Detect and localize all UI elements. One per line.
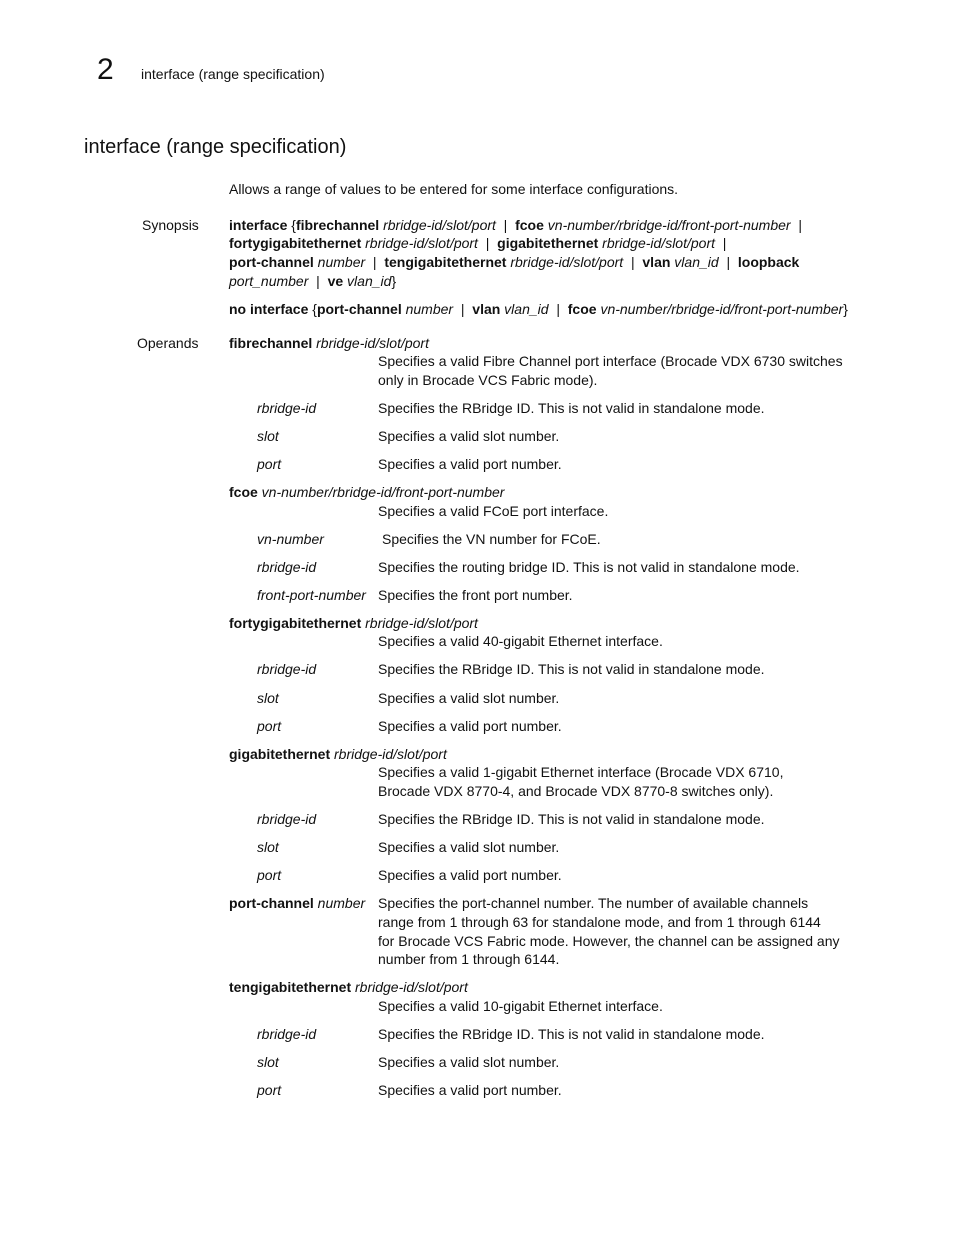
keyword-text: port-channel	[229, 895, 314, 911]
operand-description: Specifies a valid Fibre Channel port interface (Brocade VDX 6730 switches	[378, 353, 843, 369]
sub-operand-description: Specifies a valid port number.	[378, 456, 562, 472]
operand-description: number from 1 through 6144.	[378, 951, 560, 967]
synopsis-line	[229, 253, 799, 271]
page-title: interface (range specification)	[84, 136, 347, 158]
syntax-text: |	[790, 217, 802, 233]
variable-text: vn-number/rbridge-id/front-port-number	[543, 217, 791, 233]
sub-operand-term: port	[257, 456, 282, 472]
synopsis-line	[229, 216, 802, 234]
syntax-text: |	[453, 301, 473, 317]
variable-text: number	[313, 895, 366, 911]
keyword-text: fibrechannel	[229, 335, 313, 351]
syntax-text: |	[718, 254, 738, 270]
keyword-text: loopback	[737, 254, 800, 270]
keyword-text: fcoe	[229, 484, 258, 500]
sub-operand-term: rbridge-id	[257, 661, 317, 677]
sub-operand-description: Specifies a valid port number.	[378, 718, 562, 734]
sub-operand-term: rbridge-id	[257, 559, 317, 575]
intro-text: Allows a range of values to be entered for some interface configurations.	[229, 181, 679, 197]
keyword-text: fcoe	[567, 301, 597, 317]
operand-description: Specifies the port-channel number. The number of available channels	[378, 895, 809, 911]
variable-text: number	[401, 301, 454, 317]
keyword-text: port-channel	[316, 301, 402, 317]
sub-operand-description: Specifies the RBridge ID. This is not valid in standalone mode.	[378, 811, 765, 827]
operand-description: Brocade VDX 8770-4, and Brocade VDX 8770-8 switches only).	[378, 783, 774, 799]
keyword-text: vlan	[642, 254, 671, 270]
syntax-text: {	[308, 301, 317, 317]
keyword-text: ve	[327, 273, 344, 289]
keyword-text: gigabitethernet	[229, 746, 331, 762]
sub-operand-description: Specifies a valid port number.	[378, 1082, 562, 1098]
syntax-text: |	[477, 235, 498, 251]
operand-description: Specifies a valid FCoE port interface.	[378, 503, 609, 519]
chapter-number: 2	[97, 53, 114, 86]
syntax-text: |	[308, 273, 328, 289]
operand-heading	[229, 745, 447, 763]
keyword-text: vlan	[472, 301, 501, 317]
variable-text: rbridge-id/slot/port	[361, 615, 478, 631]
keyword-text: interface	[229, 217, 288, 233]
sub-operand-term: slot	[257, 690, 279, 706]
sub-operand-term: vn-number	[257, 531, 324, 547]
operand-heading	[229, 334, 429, 352]
variable-text: number	[313, 254, 366, 270]
syntax-text: }	[391, 273, 397, 289]
sub-operand-term: slot	[257, 1054, 279, 1070]
sub-operand-term: front-port-number	[257, 587, 366, 603]
sub-operand-term: slot	[257, 428, 279, 444]
operand-description: range from 1 through 63 for standalone mode, and from 1 through 6144	[378, 914, 821, 930]
syntax-text: |	[715, 235, 727, 251]
sub-operand-description: Specifies the VN number for FCoE.	[382, 531, 601, 547]
sub-operand-term: port	[257, 867, 282, 883]
running-header: interface (range specification)	[141, 66, 325, 82]
operand-description: Specifies a valid 40-gigabit Ethernet interface.	[378, 633, 663, 649]
syntax-text: }	[843, 301, 848, 317]
sub-operand-term: rbridge-id	[257, 1026, 317, 1042]
operand-heading	[229, 894, 365, 912]
keyword-text: tengigabitethernet	[384, 254, 507, 270]
syntax-text: |	[548, 301, 568, 317]
operand-description: Specifies a valid 10-gigabit Ethernet interface.	[378, 998, 663, 1014]
syntax-text: |	[365, 254, 385, 270]
synopsis-no-form	[229, 300, 848, 318]
variable-text: vlan_id	[343, 273, 392, 289]
synopsis-label: Synopsis	[142, 217, 199, 233]
sub-operand-description: Specifies the RBridge ID. This is not valid in standalone mode.	[378, 661, 765, 677]
synopsis-line	[229, 234, 726, 252]
sub-operand-description: Specifies the RBridge ID. This is not valid in standalone mode.	[378, 1026, 765, 1042]
sub-operand-term: slot	[257, 839, 279, 855]
variable-text: vlan_id	[670, 254, 719, 270]
variable-text: port_number	[229, 273, 309, 289]
sub-operand-description: Specifies a valid slot number.	[378, 1054, 560, 1070]
variable-text: rbridge-id/slot/port	[312, 335, 429, 351]
sub-operand-description: Specifies a valid slot number.	[378, 690, 560, 706]
keyword-text: gigabitethernet	[497, 235, 599, 251]
variable-text: rbridge-id/slot/port	[379, 217, 496, 233]
sub-operand-term: rbridge-id	[257, 811, 317, 827]
sub-operand-description: Specifies the routing bridge ID. This is not valid in standalone mode.	[378, 559, 800, 575]
sub-operand-description: Specifies a valid slot number.	[378, 428, 560, 444]
operand-description: Specifies a valid 1-gigabit Ethernet interface (Brocade VDX 6710,	[378, 764, 784, 780]
variable-text: rbridge-id/slot/port	[506, 254, 624, 270]
keyword-text: fortygigabitethernet	[229, 615, 362, 631]
operand-heading	[229, 483, 504, 501]
syntax-text: {	[287, 217, 296, 233]
sub-operand-description: Specifies a valid slot number.	[378, 839, 560, 855]
operand-heading	[229, 614, 478, 632]
keyword-text: no interface	[229, 301, 309, 317]
operand-description: only in Brocade VCS Fabric mode).	[378, 372, 598, 388]
sub-operand-description: Specifies the RBridge ID. This is not valid in standalone mode.	[378, 400, 765, 416]
keyword-text: fcoe	[515, 217, 544, 233]
sub-operand-term: port	[257, 718, 282, 734]
sub-operand-description: Specifies a valid port number.	[378, 867, 562, 883]
variable-text: rbridge-id/slot/port	[351, 979, 468, 995]
operand-heading	[229, 978, 468, 996]
keyword-text: tengigabitethernet	[229, 979, 352, 995]
keyword-text: port-channel	[229, 254, 314, 270]
sub-operand-term: rbridge-id	[257, 400, 317, 416]
synopsis-line	[229, 272, 396, 290]
variable-text: rbridge-id/slot/port	[598, 235, 715, 251]
variable-text: vlan_id	[500, 301, 549, 317]
variable-text: rbridge-id/slot/port	[330, 746, 447, 762]
operands-label: Operands	[137, 335, 199, 351]
variable-text: vn-number/rbridge-id/front-port-number	[257, 484, 505, 500]
syntax-text: |	[495, 217, 516, 233]
keyword-text: fibrechannel	[295, 217, 380, 233]
keyword-text: fortygigabitethernet	[229, 235, 362, 251]
syntax-text: |	[623, 254, 643, 270]
sub-operand-term: port	[257, 1082, 282, 1098]
variable-text: vn-number/rbridge-id/front-port-number	[596, 301, 844, 317]
operand-description: for Brocade VCS Fabric mode. However, the channel can be assigned any	[378, 933, 840, 949]
sub-operand-description: Specifies the front port number.	[378, 587, 573, 603]
variable-text: rbridge-id/slot/port	[361, 235, 478, 251]
